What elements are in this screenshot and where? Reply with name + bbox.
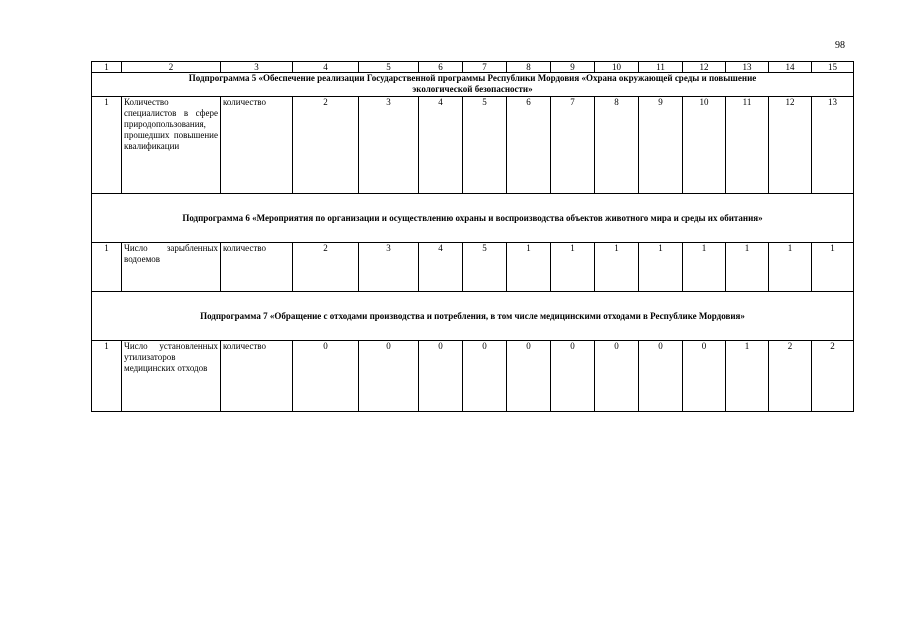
- value-cell: 4: [419, 97, 463, 194]
- subprogram-heading-row: [92, 73, 854, 97]
- value-cell: 12: [769, 97, 812, 194]
- value-cell: 7: [551, 97, 595, 194]
- header-cell: 11: [639, 62, 683, 73]
- subprogram-7-title: Подпрограмма 7 «Обращение с отходами производства и потребления, в том числе медицинскими отходами в Республике Мордовия»: [92, 292, 854, 341]
- table-row: [92, 97, 854, 194]
- value-cell: 2: [293, 97, 359, 194]
- value-cell: 5: [463, 97, 507, 194]
- subprogram-heading-row: [92, 194, 854, 243]
- value-cell: 1: [726, 341, 769, 412]
- value-cell: 0: [419, 341, 463, 412]
- row-number: 1: [92, 97, 122, 194]
- value-cell: 3: [359, 243, 419, 292]
- row-number: 1: [92, 243, 122, 292]
- unit-cell: количество: [221, 97, 293, 194]
- header-cell: 9: [551, 62, 595, 73]
- indicators-table: [91, 61, 854, 412]
- value-cell: 0: [551, 341, 595, 412]
- value-cell: 1: [551, 243, 595, 292]
- table-row: [92, 243, 854, 292]
- value-cell: 1: [726, 243, 769, 292]
- value-cell: 4: [419, 243, 463, 292]
- value-cell: 1: [639, 243, 683, 292]
- header-cell: 1: [92, 62, 122, 73]
- subprogram-title-line: экологической безопасности»: [412, 84, 533, 94]
- table-row: [92, 341, 854, 412]
- indicator-name: Число установленных утилизаторов медицинских отходов: [122, 341, 221, 412]
- subprogram-title-line: Подпрограмма 5 «Обеспечение реализации Государственной программы Республики Мордовия «Охрана окружающей среды и повышение: [188, 73, 757, 83]
- value-cell: 0: [293, 341, 359, 412]
- value-cell: 11: [726, 97, 769, 194]
- value-cell: 3: [359, 97, 419, 194]
- page-number: 98: [835, 40, 845, 51]
- value-cell: 5: [463, 243, 507, 292]
- header-cell: 6: [419, 62, 463, 73]
- value-cell: 0: [463, 341, 507, 412]
- value-cell: 1: [769, 243, 812, 292]
- value-cell: 9: [639, 97, 683, 194]
- header-cell: 15: [812, 62, 854, 73]
- header-row: [92, 62, 854, 73]
- value-cell: 2: [812, 341, 854, 412]
- value-cell: 13: [812, 97, 854, 194]
- subprogram-heading-row: [92, 292, 854, 341]
- row-number: 1: [92, 341, 122, 412]
- indicator-name: Число зарыбленных водоемов: [122, 243, 221, 292]
- value-cell: 0: [595, 341, 639, 412]
- header-cell: 5: [359, 62, 419, 73]
- unit-cell: количество: [221, 341, 293, 412]
- header-cell: 10: [595, 62, 639, 73]
- value-cell: 1: [507, 243, 551, 292]
- value-cell: 0: [359, 341, 419, 412]
- value-cell: 2: [293, 243, 359, 292]
- header-cell: 3: [221, 62, 293, 73]
- subprogram-5-title: [92, 73, 854, 97]
- header-cell: 2: [122, 62, 221, 73]
- value-cell: 8: [595, 97, 639, 194]
- value-cell: 0: [683, 341, 726, 412]
- header-cell: 14: [769, 62, 812, 73]
- unit-cell: количество: [221, 243, 293, 292]
- value-cell: 6: [507, 97, 551, 194]
- value-cell: 1: [683, 243, 726, 292]
- value-cell: 1: [812, 243, 854, 292]
- value-cell: 10: [683, 97, 726, 194]
- indicator-name: Количество специалистов в сфере природопользования, прошедших повышение квалификации: [122, 97, 221, 194]
- subprogram-6-title: Подпрограмма 6 «Мероприятия по организации и осуществлению охраны и воспроизводства объектов животного мира и среды их обитания»: [92, 194, 854, 243]
- value-cell: 0: [639, 341, 683, 412]
- header-cell: 12: [683, 62, 726, 73]
- header-cell: 13: [726, 62, 769, 73]
- header-cell: 7: [463, 62, 507, 73]
- value-cell: 0: [507, 341, 551, 412]
- value-cell: 1: [595, 243, 639, 292]
- value-cell: 2: [769, 341, 812, 412]
- header-cell: 8: [507, 62, 551, 73]
- header-cell: 4: [293, 62, 359, 73]
